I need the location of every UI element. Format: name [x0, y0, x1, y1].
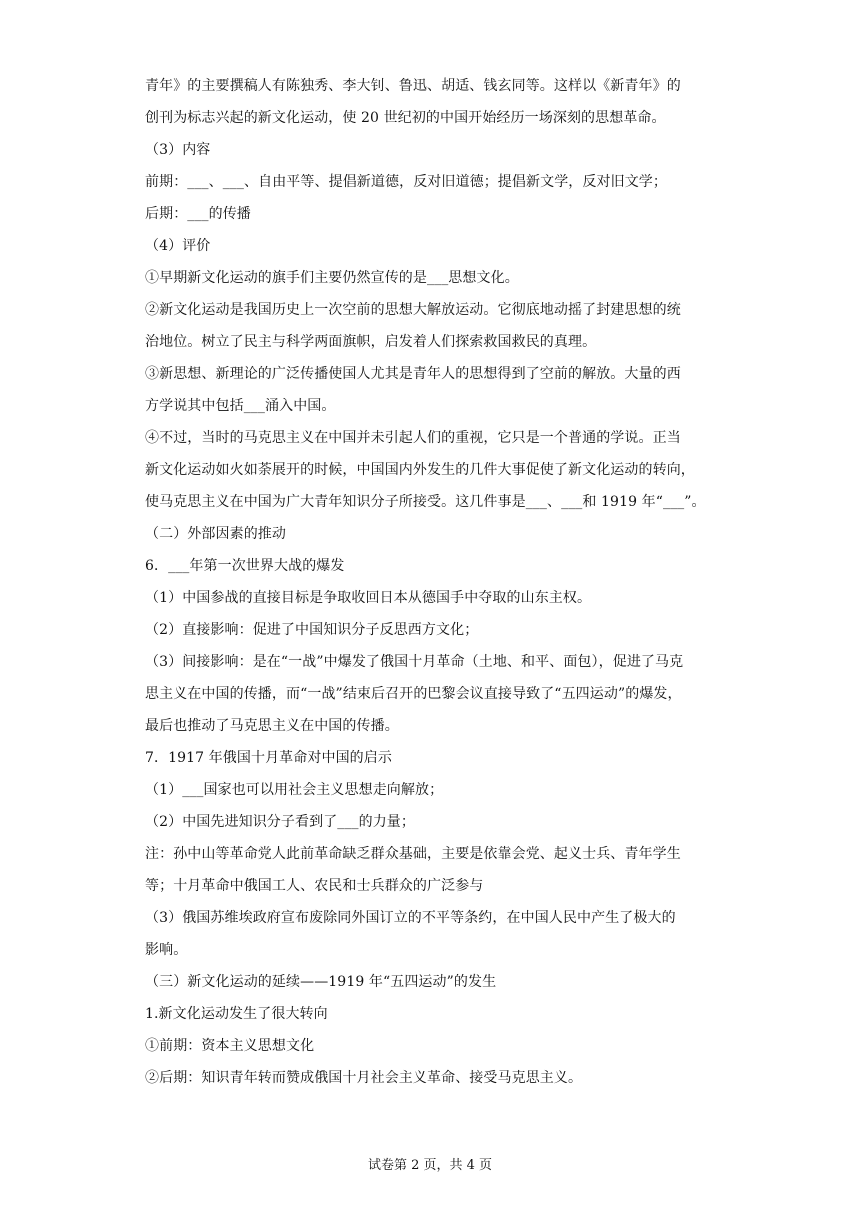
text-line: 青年》的主要撰稿人有陈独秀、李大钊、鲁迅、胡适、钱玄同等。这样以《新青年》的 [145, 78, 681, 94]
text-line: 新文化运动如火如荼展开的时候，中国国内外发生的几件大事促使了新文化运动的转向， [145, 462, 695, 478]
page-footer: 试卷第 2 页，共 4 页 [367, 1158, 493, 1173]
text-line: 使马克思主义在中国为广大青年知识分子所接受。这几件事是___、___和 1919 年“___”。 [145, 494, 706, 510]
section-heading: （3）内容 [145, 142, 211, 158]
page-content [145, 70, 725, 1094]
text-line: ②后期：知识青年转而赞成俄国十月社会主义革命、接受马克思主义。 [145, 1070, 583, 1086]
text-line: 注：孙中山等革命党人此前革命缺乏群众基础，主要是依靠会党、起义士兵、青年学生 [145, 846, 681, 862]
text-line: （1）___国家也可以用社会主义思想走向解放； [145, 782, 444, 798]
text-line: ①早期新文化运动的旗手们主要仍然宣传的是___思想文化。 [145, 270, 519, 286]
text-line: 后期：___的传播 [145, 206, 251, 222]
text-line: 创刊为标志兴起的新文化运动，使 20 世纪初的中国开始经历一场深刻的思想革命。 [145, 110, 666, 126]
text-line: （2）中国先进知识分子看到了___的力量； [145, 814, 416, 830]
text-line: 6．___年第一次世界大战的爆发 [145, 558, 345, 574]
text-line: 方学说其中包括___涌入中国。 [145, 398, 336, 414]
text-line: ①前期：资本主义思想文化 [145, 1038, 315, 1054]
text-line: 影响。 [145, 942, 188, 958]
text-line: （2）直接影响：促进了中国知识分子反思西方文化； [145, 622, 479, 638]
section-heading: （二）外部因素的推动 [145, 526, 286, 542]
text-line: 1.新文化运动发生了很大转向 [145, 1006, 328, 1022]
text-line: （3）间接影响：是在“一战”中爆发了俄国十月革命（土地、和平、面包），促进了马克 [145, 654, 684, 670]
text-line: 等；十月革命中俄国工人、农民和士兵群众的广泛参与 [145, 878, 484, 894]
text-line: （3）俄国苏维埃政府宣布废除同外国订立的不平等条约，在中国人民中产生了极大的 [145, 910, 676, 926]
text-line: （1）中国参战的直接目标是争取收回日本从德国手中夺取的山东主权。 [145, 590, 592, 606]
text-line: 治地位。树立了民主与科学两面旗帜，启发着人们探索救国救民的真理。 [145, 334, 597, 350]
text-line: ②新文化运动是我国历史上一次空前的思想大解放运动。它彻底地动摇了封建思想的统 [145, 302, 681, 318]
text-line: 思主义在中国的传播，而“一战”结束后召开的巴黎会议直接导致了“五四运动”的爆发， [145, 686, 682, 702]
text-line: 7．1917 年俄国十月革命对中国的启示 [145, 750, 392, 766]
section-heading: （三）新文化运动的延续——1919 年“五四运动”的发生 [145, 974, 497, 990]
section-heading: （4）评价 [145, 238, 211, 254]
text-line: 前期：___、___、自由平等、提倡新道德，反对旧道德；提倡新文学，反对旧文学； [145, 174, 667, 190]
text-line: ④不过，当时的马克思主义在中国并未引起人们的重视，它只是一个普通的学说。正当 [145, 430, 681, 446]
text-line: 最后也推动了马克思主义在中国的传播。 [145, 718, 399, 734]
text-line: ③新思想、新理论的广泛传播使国人尤其是青年人的思想得到了空前的解放。大量的西 [145, 366, 681, 382]
